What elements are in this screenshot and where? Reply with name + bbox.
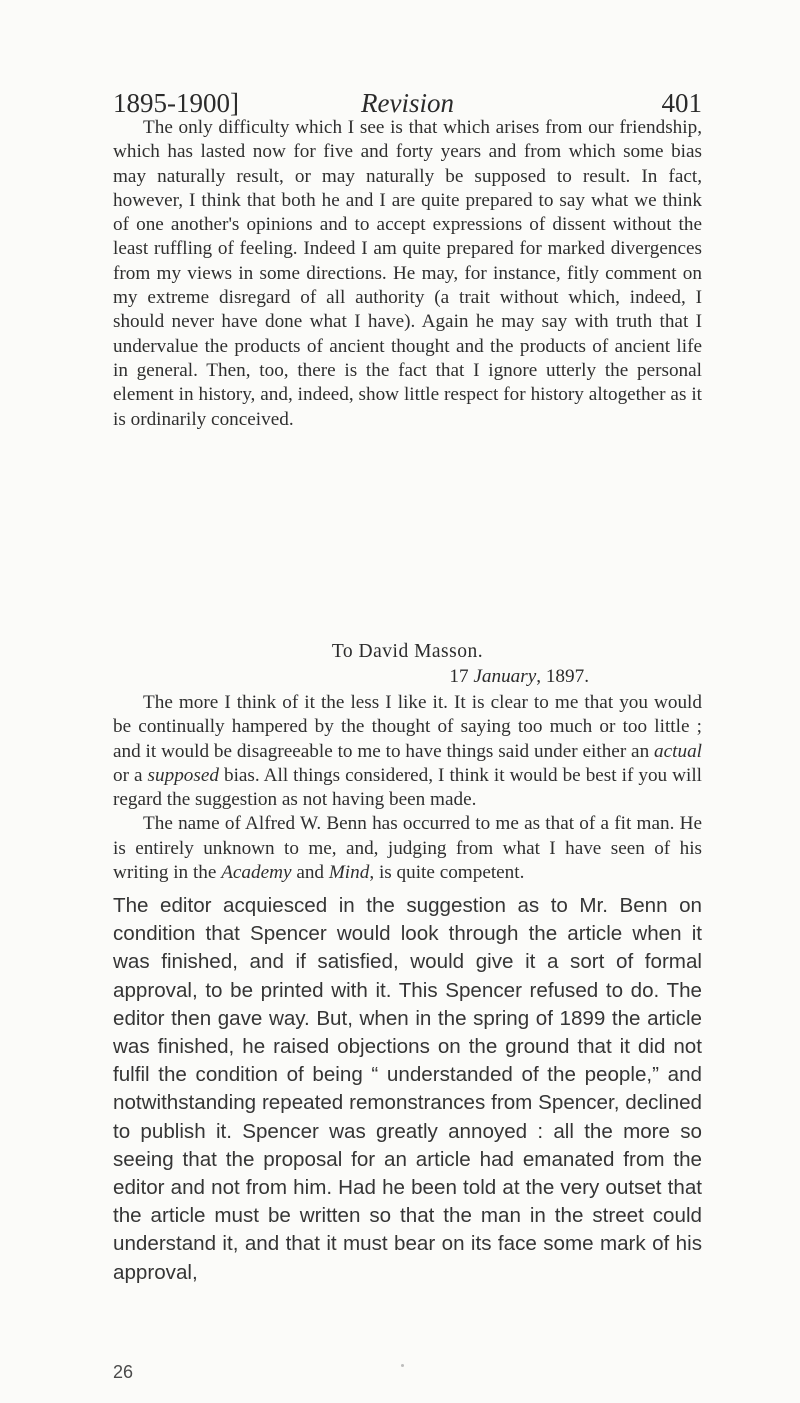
date-month: January bbox=[473, 666, 537, 687]
text-run: and bbox=[291, 862, 329, 884]
letter-paragraph: The only difficulty which I see is that which arises from our friendship, which has lasted now for five and forty years and from which some bias may naturally result, or may naturally be supposed to result. In fact, however, I think that both he and I are quite prepared to say what we think of one another's opinions and to accept expressions of dissent without the least ruffling of feeling. Indeed I am quite prepared for marked divergences from my views in some directions. He may, for instance, fitly comment on my extreme disregard of all authority (a trait without which, indeed, I should never have done what I have). Again he may say with truth that I undervalue the products of ancient thought and the products of ancient life in general. Then, too, there is the fact that I ignore utterly the personal element in history, and, indeed, show little respect for history altogether as it is ordinarily conceived. bbox=[113, 117, 702, 430]
text-run: bias. All things considered, I think it would be best if you will regard the suggestion as not having been made. bbox=[113, 764, 703, 811]
paper-speck bbox=[401, 1364, 404, 1367]
journal-title: Mind bbox=[328, 862, 370, 884]
date-year: 1897. bbox=[545, 666, 589, 687]
letter-paragraph bbox=[113, 691, 702, 812]
text-run: , is quite competent. bbox=[369, 862, 525, 884]
running-head-title: Revision bbox=[361, 88, 454, 118]
text-run: The name of Alfred W. Benn has occurred to me as that of a fit man. He is entirely unknown to me, and, judging from what I have seen of his writing in the bbox=[113, 813, 702, 884]
letter-heading: To David Masson. bbox=[331, 641, 484, 662]
narrative-paragraph: The editor acquiesced in the suggestion as to Mr. Benn on condition that Spencer would look through the article when it was finished, and if satisfied, would give it a sort of formal approval, to be printed with it. This Spencer refused to do. The editor then gave way. But, when in the spring of 1899 the article was finished, he raised objections on the ground that it did not fulfil the condition of being “ understanded of the people,” and notwithstanding repeated remonstrances from Spencer, declined to publish it. Spencer was greatly annoyed : all the more so seeing that the proposal for an article had emanated from the editor and not from him. Had he been told at the very outset that the article must be written so that the man in the street could understand it, and that it must bear on its face some mark of his approval, bbox=[113, 894, 702, 1284]
letter-date: 17 January, 1897. bbox=[449, 666, 589, 687]
letter-paragraph bbox=[113, 812, 702, 885]
text-run: or a bbox=[113, 764, 148, 786]
emphasis: supposed bbox=[147, 764, 219, 786]
letter-excerpt bbox=[113, 116, 702, 432]
journal-title: Academy bbox=[221, 862, 292, 884]
date-day: 17 bbox=[449, 666, 469, 687]
emphasis: actual bbox=[654, 740, 702, 762]
text-run: The more I think of it the less I like it. It is clear to me that you would be continually hampered by the thought of saying too much or too little ; and it would be disagreeable to me to have things said under either an bbox=[113, 692, 702, 762]
signature-mark: 26 bbox=[113, 1362, 134, 1382]
running-head-years: 1895-1900] bbox=[113, 88, 239, 118]
letter-body bbox=[113, 691, 702, 885]
page-number: 401 bbox=[661, 88, 702, 118]
